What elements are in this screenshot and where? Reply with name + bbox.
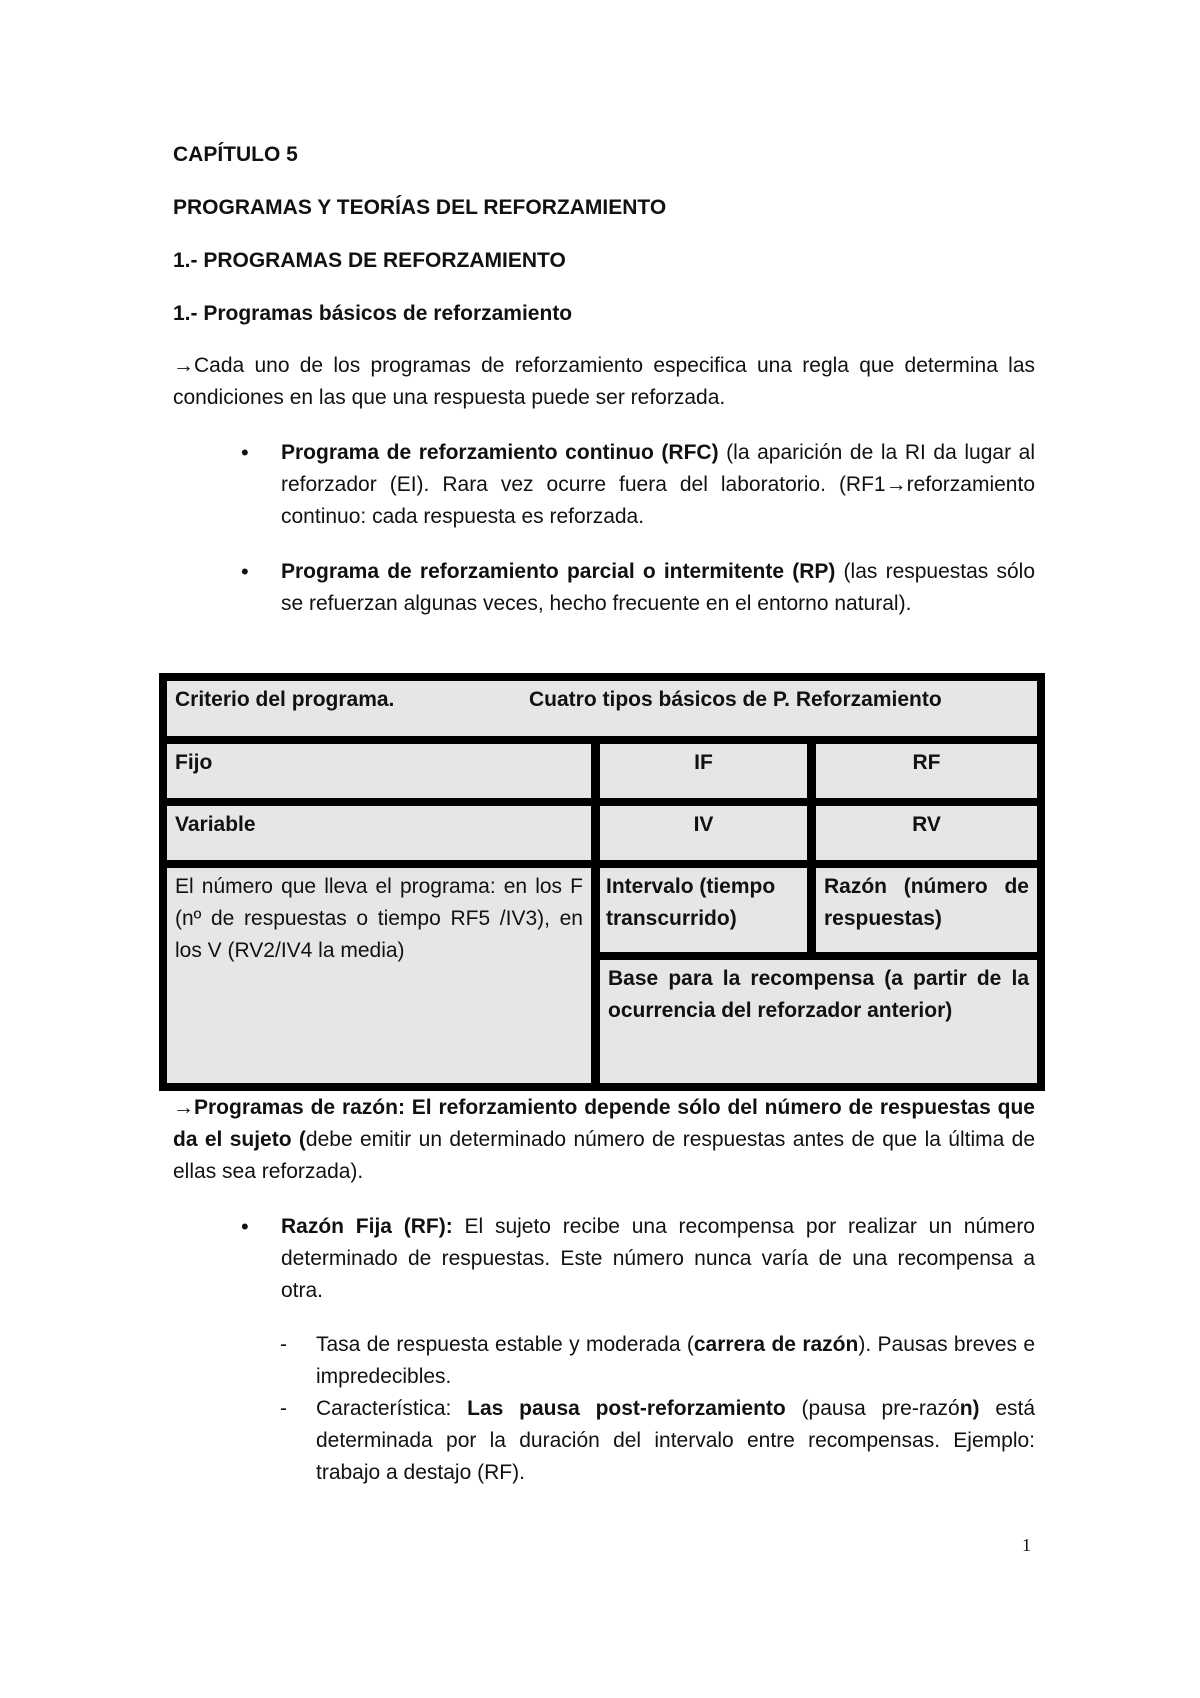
- table-note: El número que lleva el programa: en los F (nº de respuestas o tiempo RF5 /IV3), en los V (RV2/IV4 la media): [167, 868, 591, 1083]
- arrow-icon: →: [885, 473, 907, 496]
- arrow-icon: →: [173, 1096, 194, 1119]
- razon-paragraph: →Programas de razón: El reforzamiento depende sólo del número de respuestas que da el sujeto (debe emitir un determinado número de respuestas antes de que la última de ellas sea reforzada).: [173, 1096, 1036, 1183]
- bullet-rp: Programa de reforzamiento parcial o intermitente (RP) (las respuestas sólo se refuerzan algunas veces, hecho frecuente en el entorno natural).: [281, 560, 1036, 615]
- page-number: 1: [1022, 1535, 1031, 1555]
- bullet-icon: •: [241, 440, 249, 465]
- bullet-razon-fija: Razón Fija (RF): El sujeto recibe una recompensa por realizar un número determinado de respuestas. Este número nunca varía de una recompensa a otra.: [281, 1215, 1035, 1302]
- section-heading: 1.- PROGRAMAS DE REFORZAMIENTO: [173, 249, 566, 272]
- table-header-row: [167, 681, 1037, 736]
- cell-intervalo: Intervalo (tiempo transcurrido): [600, 868, 807, 952]
- cell-razon: Razón (número de respuestas): [816, 868, 1037, 952]
- cell-iv: IV: [600, 806, 807, 860]
- document-title: PROGRAMAS Y TEORÍAS DEL REFORZAMIENTO: [173, 196, 667, 219]
- intro-paragraph: →Cada uno de los programas de reforzamiento especifica una regla que determina las condiciones en las que una respuesta puede ser reforzada.: [173, 354, 1035, 409]
- arrow-icon: →: [173, 354, 194, 377]
- cell-if: IF: [600, 744, 807, 798]
- dash-item-tasa: Tasa de respuesta estable y moderada (carrera de razón). Pausas breves e impredecibles.: [316, 1333, 1036, 1388]
- bullet-icon: •: [241, 559, 249, 584]
- cell-base-recompensa: Base para la recompensa (a partir de la ocurrencia del reforzador anterior): [600, 960, 1037, 1083]
- cell-rf: RF: [816, 744, 1037, 798]
- table-header-right: Cuatro tipos básicos de P. Reforzamiento: [529, 688, 942, 711]
- subsection-heading: 1.- Programas básicos de reforzamiento: [173, 302, 573, 325]
- row-label-fijo: Fijo: [167, 744, 591, 798]
- dash-icon: -: [280, 1333, 287, 1356]
- dash-icon: -: [280, 1397, 287, 1420]
- bullet-icon: •: [241, 1214, 249, 1239]
- row-label-variable: Variable: [167, 806, 591, 860]
- table-header-left: Criterio del programa.: [175, 688, 395, 711]
- bullet-rfc: Programa de reforzamiento continuo (RFC) (la aparición de la RI da lugar al reforzador (EI). Rara vez ocurre fuera del laboratorio. (RF1→reforzamiento continuo: cada respuesta es reforzada.: [281, 441, 1035, 528]
- chapter-heading: CAPÍTULO 5: [173, 143, 298, 166]
- dash-item-caracteristica: Característica: Las pausa post-reforzamiento (pausa pre-razón) está determinada por la duración del intervalo entre recompensas. Ejemplo: trabajo a destajo (RF).: [316, 1397, 1036, 1484]
- cell-rv: RV: [816, 806, 1037, 860]
- schedules-table: [159, 673, 1045, 1091]
